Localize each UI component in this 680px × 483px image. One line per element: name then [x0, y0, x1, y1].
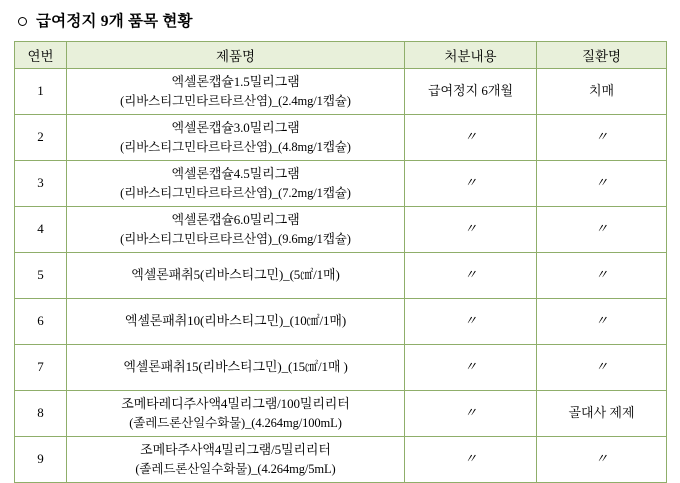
cell-disease: 〃: [537, 115, 667, 161]
cell-product-name: [67, 299, 405, 345]
product-name-line2: (리바스티그민타르타르산염)_(2.4mg/1캡슐): [120, 93, 351, 108]
page-title-text: 급여정지 9개 품목 현황: [36, 13, 193, 30]
cell-action: 〃: [405, 345, 537, 391]
circle-bullet-icon: [18, 17, 27, 26]
table-row: [15, 207, 667, 253]
cell-no: 1: [15, 69, 67, 115]
cell-product-name: [67, 161, 405, 207]
product-name-line2: (졸레드론산일수화물)_(4.264mg/5mL): [135, 461, 336, 476]
table-row: [15, 69, 667, 115]
cell-action: 〃: [405, 437, 537, 483]
cell-action: 〃: [405, 253, 537, 299]
page-title: [0, 0, 680, 31]
cell-product-name: [67, 345, 405, 391]
cell-disease: 골대사 제제: [537, 391, 667, 437]
cell-product-name: [67, 391, 405, 437]
cell-no: 9: [15, 437, 67, 483]
cell-action: 〃: [405, 207, 537, 253]
product-name-line1: 엑셀론캡슐3.0밀리그램: [171, 120, 300, 136]
table-header-row: [15, 42, 667, 69]
cell-product-name: [67, 437, 405, 483]
cell-disease: 〃: [537, 437, 667, 483]
product-name-line1: 엑셀론캡슐6.0밀리그램: [171, 212, 300, 228]
cell-disease: 〃: [537, 207, 667, 253]
product-name-line1: 엑셀론캡슐4.5밀리그램: [171, 166, 300, 182]
product-name-line1: 엑셀론패취15(리바스티그민)_(15㎠/1매 ): [123, 359, 348, 375]
table-row: [15, 345, 667, 391]
cell-product-name: [67, 69, 405, 115]
table-row: [15, 115, 667, 161]
items-table: [14, 41, 667, 483]
column-header-product-name: 제품명: [67, 42, 405, 69]
product-name-line2: (리바스티그민타르타르산염)_(4.8mg/1캡슐): [120, 139, 351, 154]
cell-disease: 〃: [537, 299, 667, 345]
cell-action: 〃: [405, 115, 537, 161]
cell-action: 〃: [405, 161, 537, 207]
table-row: [15, 253, 667, 299]
cell-product-name: [67, 115, 405, 161]
cell-disease: 〃: [537, 161, 667, 207]
cell-disease: 치매: [537, 69, 667, 115]
cell-no: 4: [15, 207, 67, 253]
product-name-line1: 조메타레디주사액4밀리그램/100밀리리터: [121, 396, 350, 412]
column-header-disease: 질환명: [537, 42, 667, 69]
product-name-line2: (졸레드론산일수화물)_(4.264mg/100mL): [129, 415, 342, 430]
table-row: [15, 299, 667, 345]
product-name-line1: 조메타주사액4밀리그램/5밀리리터: [140, 442, 331, 458]
cell-no: 6: [15, 299, 67, 345]
product-name-line1: 엑셀론캡슐1.5밀리그램: [171, 74, 300, 90]
cell-no: 7: [15, 345, 67, 391]
cell-disease: 〃: [537, 345, 667, 391]
cell-action: 〃: [405, 391, 537, 437]
table-row: [15, 161, 667, 207]
table-row: [15, 437, 667, 483]
table-body: [15, 69, 667, 483]
cell-product-name: [67, 253, 405, 299]
product-name-line2: (리바스티그민타르타르산염)_(9.6mg/1캡슐): [120, 231, 351, 246]
cell-no: 3: [15, 161, 67, 207]
table-row: [15, 391, 667, 437]
cell-action: 〃: [405, 299, 537, 345]
product-name-line1: 엑셀론패취5(리바스티그민)_(5㎠/1매): [131, 267, 340, 283]
table-header: [15, 42, 667, 69]
cell-no: 2: [15, 115, 67, 161]
cell-no: 8: [15, 391, 67, 437]
product-name-line1: 엑셀론패취10(리바스티그민)_(10㎠/1매): [124, 313, 347, 329]
column-header-no: 연번: [15, 42, 67, 69]
cell-disease: 〃: [537, 253, 667, 299]
cell-action: 급여정지 6개월: [405, 69, 537, 115]
product-name-line2: (리바스티그민타르타르산염)_(7.2mg/1캡슐): [120, 185, 351, 200]
column-header-action: 처분내용: [405, 42, 537, 69]
cell-no: 5: [15, 253, 67, 299]
cell-product-name: [67, 207, 405, 253]
